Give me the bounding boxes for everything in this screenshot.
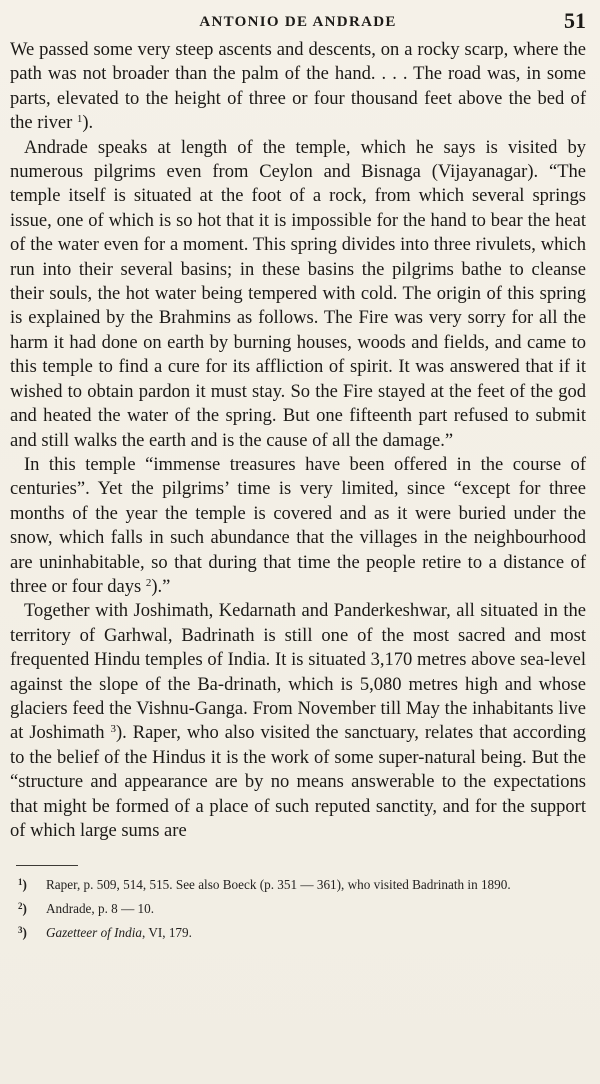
footnote-2: [10, 900, 586, 918]
footnotes: [10, 876, 586, 942]
footnote-marker-tail-1: ): [22, 877, 27, 893]
paragraph-3-tail: ).”: [151, 575, 171, 597]
footnote-ref-3: 3: [110, 723, 116, 736]
footnote-marker-1: [18, 876, 46, 894]
paragraph-1: [10, 38, 586, 136]
footnote-marker-number-3: 3: [18, 925, 23, 936]
body-text: [10, 38, 586, 843]
footnote-ref-1: 1: [76, 113, 83, 126]
footnote-marker-2: [18, 900, 46, 918]
paragraph-2-text: Andrade speaks at length of the temple, which he says is visited by numerous pilgrims even from Ceylon and Bisnaga (Vijayanagar). “The temple itself is situated at the foot of a rock, from which several springs issue, one of which is so hot that it is impossible for the hand to bear the heat of the water even for a moment. This spring divides into three rivulets, which run into their several basins; in these basins the pilgrims bathe to cleanse their souls, the hot water being tempered with cold. The origin of this spring is explained by the Brahmins as follows. The Fire was very sorry for all the harm it had done on earth by burning houses, woods and fields, and came to this temple to find a cure for its affliction of spirit. It was answered that if it wished to obtain pardon it must stay. So the Fire stayed at the feet of the god and heated the water of the spring. But one fifteenth part refused to submit and still walks the earth and is the cause of all the damage.”: [10, 136, 586, 451]
running-head: [10, 8, 586, 38]
page-number: 51: [564, 8, 586, 33]
footnote-marker-number-1: 1: [18, 877, 23, 888]
footnote-marker-3: [18, 924, 46, 942]
paragraph-3-text: In this temple “immense treasures have been offered in the course of centuries”. Yet the pilgrims’ time is very limited, since “except for three months of the year the temple is covered and as it were buried under the snow, which falls in such abundance that the villages in the neighbourhood are uninhabitable, so that during that time the people retire to a distance of three or four days: [10, 453, 586, 597]
paragraph-4-tail: ). Raper, who also visited the sanctuary, relates that according to the belief of the Hindus it is the work of some super-natural being. But the “structure and appearance are by no means answerable to the expectations that might be formed of a place of such reputed sanctity, and for the support of which large sums are: [10, 722, 586, 841]
footnote-marker-tail-3: ): [22, 925, 27, 941]
running-title: ANTONIO DE ANDRADE: [199, 14, 397, 30]
paragraph-4: [10, 599, 586, 843]
paragraph-1-text: We passed some very steep ascents and descents, on a rocky scarp, where the path was not broader than the palm of the hand. . . . The road was, in some parts, elevated to the height of three or four thousand feet above the bed of the river: [10, 39, 586, 134]
footnote-text-3-italic: Gazetteer of India: [46, 925, 142, 941]
footnote-text-3-rest: , VI, 179.: [141, 925, 192, 941]
footnote-ref-2: 2: [145, 576, 152, 589]
paragraph-2: [10, 136, 586, 453]
footnote-marker-number-2: 2: [18, 901, 23, 912]
paragraph-1-tail: ).: [82, 112, 94, 134]
footnote-text-1: Raper, p. 509, 514, 515. See also Boeck (p. 351 — 361), who visited Badrinath in 1890.: [46, 877, 511, 893]
footnote-rule: [16, 865, 78, 866]
footnote-text-2: Andrade, p. 8 — 10.: [46, 901, 155, 917]
footnote-3: [10, 924, 586, 942]
paragraph-4-text: Together with Joshimath, Kedarnath and Panderkeshwar, all situated in the territory of Garhwal, Badrinath is still one of the most sacred and most frequented Hindu temples of India. It is situated 3,170 metres above sea-level against the slope of the Ba-drinath, which is 5,080 metres high and whose glaciers feed the Vishnu-Ganga. From November till May the inhabitants live at Joshimath: [10, 600, 586, 744]
footnote-marker-tail-2: ): [22, 901, 27, 917]
paragraph-3: [10, 453, 586, 599]
footnote-1: [10, 876, 586, 894]
